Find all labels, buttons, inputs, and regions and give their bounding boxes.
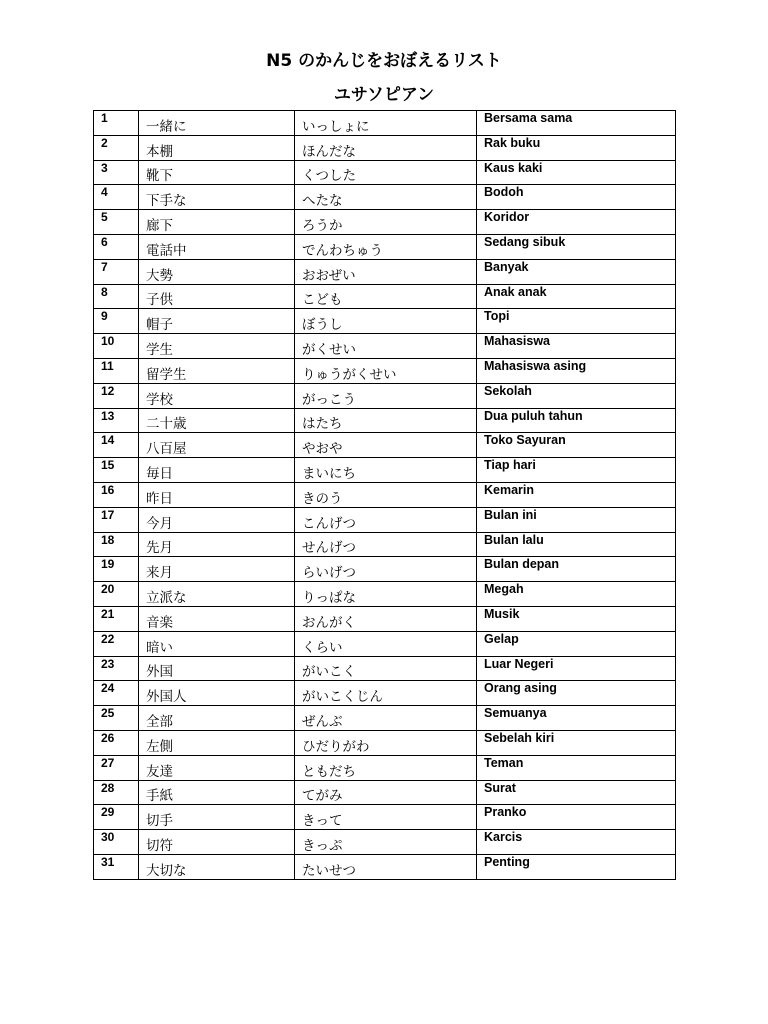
row-number: 6 (94, 234, 139, 259)
meaning-cell: Dua puluh tahun (477, 408, 676, 433)
reading-cell: がくせい (295, 334, 477, 359)
reading-cell: がいこくじん (295, 681, 477, 706)
kanji-cell: 電話中 (139, 234, 295, 259)
meaning-cell: Pranko (477, 805, 676, 830)
table-row (94, 830, 676, 855)
table-row (94, 557, 676, 582)
kanji-cell: 学校 (139, 383, 295, 408)
kanji-cell: 子供 (139, 284, 295, 309)
table-row (94, 482, 676, 507)
meaning-cell: Luar Negeri (477, 656, 676, 681)
meaning-cell: Rak buku (477, 135, 676, 160)
kanji-cell: 友達 (139, 755, 295, 780)
vocabulary-table-body (94, 111, 676, 880)
table-row (94, 408, 676, 433)
reading-cell: おんがく (295, 606, 477, 631)
reading-cell: きのう (295, 482, 477, 507)
kanji-cell: 左側 (139, 730, 295, 755)
table-row (94, 854, 676, 879)
reading-cell: がっこう (295, 383, 477, 408)
row-number: 17 (94, 507, 139, 532)
reading-cell: てがみ (295, 780, 477, 805)
table-row (94, 507, 676, 532)
table-row (94, 631, 676, 656)
vocabulary-table (93, 110, 676, 880)
kanji-cell: 手紙 (139, 780, 295, 805)
kanji-cell: 来月 (139, 557, 295, 582)
row-number: 24 (94, 681, 139, 706)
kanji-cell: 留学生 (139, 358, 295, 383)
table-row (94, 111, 676, 136)
meaning-cell: Mahasiswa (477, 334, 676, 359)
table-row (94, 582, 676, 607)
meaning-cell: Gelap (477, 631, 676, 656)
table-row (94, 532, 676, 557)
kanji-cell: 学生 (139, 334, 295, 359)
kanji-cell: 今月 (139, 507, 295, 532)
meaning-cell: Kaus kaki (477, 160, 676, 185)
table-row (94, 160, 676, 185)
table-row (94, 606, 676, 631)
reading-cell: りゅうがくせい (295, 358, 477, 383)
row-number: 19 (94, 557, 139, 582)
kanji-cell: 本棚 (139, 135, 295, 160)
table-row (94, 334, 676, 359)
kanji-cell: 八百屋 (139, 433, 295, 458)
meaning-cell: Mahasiswa asing (477, 358, 676, 383)
kanji-cell: 切手 (139, 805, 295, 830)
kanji-cell: 立派な (139, 582, 295, 607)
row-number: 22 (94, 631, 139, 656)
row-number: 4 (94, 185, 139, 210)
table-row (94, 730, 676, 755)
kanji-cell: 帽子 (139, 309, 295, 334)
table-row (94, 433, 676, 458)
reading-cell: ろうか (295, 210, 477, 235)
kanji-cell: 全部 (139, 706, 295, 731)
meaning-cell: Toko Sayuran (477, 433, 676, 458)
table-row (94, 780, 676, 805)
row-number: 12 (94, 383, 139, 408)
kanji-cell: 暗い (139, 631, 295, 656)
kanji-cell: 靴下 (139, 160, 295, 185)
table-row (94, 656, 676, 681)
meaning-cell: Koridor (477, 210, 676, 235)
meaning-cell: Bulan ini (477, 507, 676, 532)
page-subtitle: ユサソピアン (333, 85, 435, 105)
kanji-cell: 大勢 (139, 259, 295, 284)
meaning-cell: Musik (477, 606, 676, 631)
kanji-cell: 切符 (139, 830, 295, 855)
kanji-cell: 外国人 (139, 681, 295, 706)
row-number: 15 (94, 458, 139, 483)
reading-cell: たいせつ (295, 854, 477, 879)
reading-cell: せんげつ (295, 532, 477, 557)
row-number: 18 (94, 532, 139, 557)
meaning-cell: Orang asing (477, 681, 676, 706)
reading-cell: こども (295, 284, 477, 309)
row-number: 7 (94, 259, 139, 284)
reading-cell: きっぷ (295, 830, 477, 855)
reading-cell: くらい (295, 631, 477, 656)
row-number: 5 (94, 210, 139, 235)
reading-cell: ひだりがわ (295, 730, 477, 755)
meaning-cell: Banyak (477, 259, 676, 284)
row-number: 11 (94, 358, 139, 383)
reading-cell: はたち (295, 408, 477, 433)
table-row (94, 755, 676, 780)
row-number: 8 (94, 284, 139, 309)
row-number: 2 (94, 135, 139, 160)
table-row (94, 358, 676, 383)
row-number: 25 (94, 706, 139, 731)
reading-cell: でんわちゅう (295, 234, 477, 259)
table-row (94, 805, 676, 830)
meaning-cell: Semuanya (477, 706, 676, 731)
kanji-cell: 大切な (139, 854, 295, 879)
table-row (94, 185, 676, 210)
meaning-cell: Topi (477, 309, 676, 334)
reading-cell: くつした (295, 160, 477, 185)
meaning-cell: Penting (477, 854, 676, 879)
reading-cell: やおや (295, 433, 477, 458)
table-row (94, 284, 676, 309)
row-number: 10 (94, 334, 139, 359)
kanji-cell: 下手な (139, 185, 295, 210)
meaning-cell: Sedang sibuk (477, 234, 676, 259)
reading-cell: ぼうし (295, 309, 477, 334)
row-number: 28 (94, 780, 139, 805)
row-number: 29 (94, 805, 139, 830)
meaning-cell: Teman (477, 755, 676, 780)
kanji-cell: 先月 (139, 532, 295, 557)
kanji-cell: 廊下 (139, 210, 295, 235)
row-number: 30 (94, 830, 139, 855)
reading-cell: おおぜい (295, 259, 477, 284)
table-row (94, 210, 676, 235)
meaning-cell: Sekolah (477, 383, 676, 408)
reading-cell: りっぱな (295, 582, 477, 607)
reading-cell: らいげつ (295, 557, 477, 582)
reading-cell: ほんだな (295, 135, 477, 160)
row-number: 14 (94, 433, 139, 458)
meaning-cell: Sebelah kiri (477, 730, 676, 755)
row-number: 13 (94, 408, 139, 433)
row-number: 20 (94, 582, 139, 607)
meaning-cell: Bulan depan (477, 557, 676, 582)
table-row (94, 706, 676, 731)
table-row (94, 309, 676, 334)
reading-cell: まいにち (295, 458, 477, 483)
row-number: 27 (94, 755, 139, 780)
meaning-cell: Kemarin (477, 482, 676, 507)
reading-cell: がいこく (295, 656, 477, 681)
table-row (94, 681, 676, 706)
meaning-cell: Bersama sama (477, 111, 676, 136)
meaning-cell: Anak anak (477, 284, 676, 309)
meaning-cell: Bodoh (477, 185, 676, 210)
kanji-cell: 毎日 (139, 458, 295, 483)
row-number: 3 (94, 160, 139, 185)
kanji-cell: 昨日 (139, 482, 295, 507)
meaning-cell: Karcis (477, 830, 676, 855)
row-number: 31 (94, 854, 139, 879)
kanji-cell: 二十歳 (139, 408, 295, 433)
table-row (94, 458, 676, 483)
row-number: 9 (94, 309, 139, 334)
page-title: N5 のかんじをおぼえるリスト (266, 51, 502, 71)
table-row (94, 383, 676, 408)
reading-cell: へたな (295, 185, 477, 210)
table-row (94, 259, 676, 284)
reading-cell: ともだち (295, 755, 477, 780)
kanji-cell: 音楽 (139, 606, 295, 631)
reading-cell: いっしょに (295, 111, 477, 136)
reading-cell: こんげつ (295, 507, 477, 532)
meaning-cell: Bulan lalu (477, 532, 676, 557)
row-number: 16 (94, 482, 139, 507)
meaning-cell: Surat (477, 780, 676, 805)
table-row (94, 234, 676, 259)
meaning-cell: Tiap hari (477, 458, 676, 483)
row-number: 1 (94, 111, 139, 136)
row-number: 23 (94, 656, 139, 681)
reading-cell: きって (295, 805, 477, 830)
row-number: 21 (94, 606, 139, 631)
kanji-cell: 外国 (139, 656, 295, 681)
kanji-cell: 一緒に (139, 111, 295, 136)
reading-cell: ぜんぶ (295, 706, 477, 731)
row-number: 26 (94, 730, 139, 755)
table-row (94, 135, 676, 160)
meaning-cell: Megah (477, 582, 676, 607)
